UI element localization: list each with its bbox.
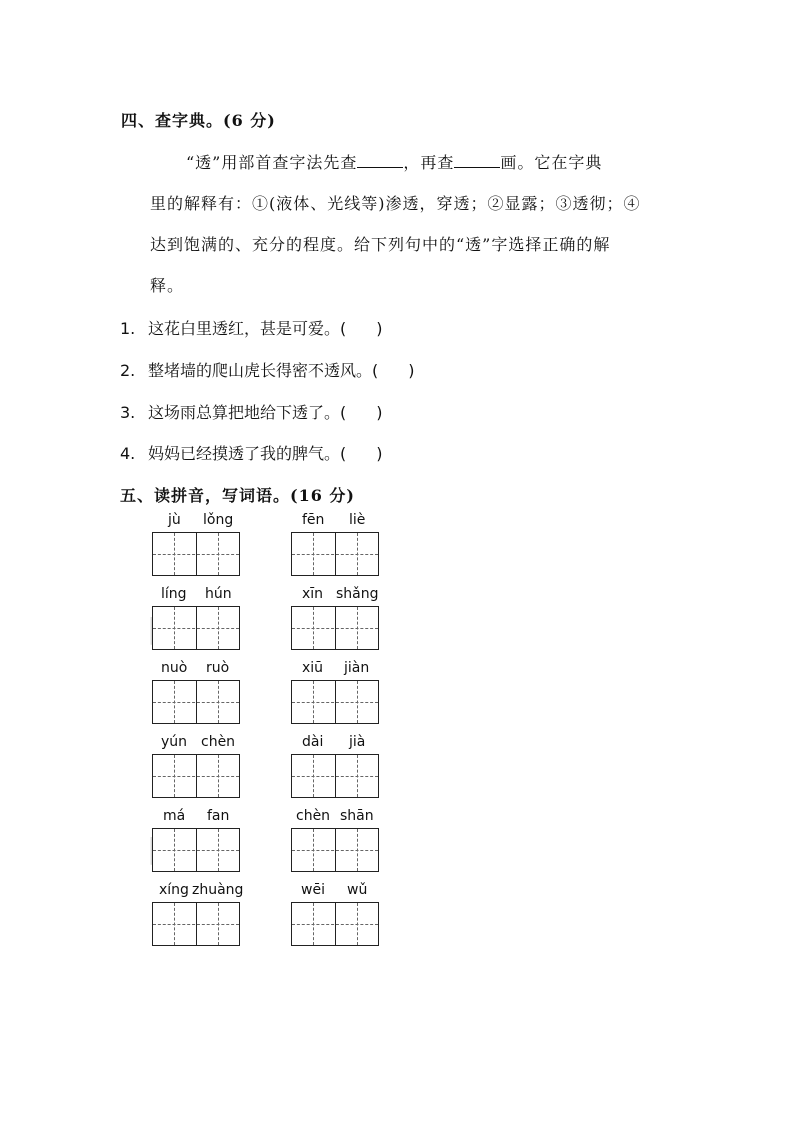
pinyin-syllable-2: shān xyxy=(340,808,374,824)
writing-grid[interactable] xyxy=(152,680,240,724)
pinyin-syllable-1: wēi xyxy=(301,882,325,898)
close-paren: ) xyxy=(376,444,383,463)
writing-grid[interactable] xyxy=(152,754,240,798)
watermark-mark: | xyxy=(147,612,157,645)
pinyin-syllable-1: má xyxy=(163,808,186,824)
pinyin-syllable-1: xíng xyxy=(159,882,189,898)
line1-part-a: “透”用部首查字法先查 xyxy=(186,153,358,172)
question-number: 2. xyxy=(120,361,136,380)
watermark-mark: | xyxy=(147,832,157,865)
close-paren: ) xyxy=(376,403,383,422)
question-number: 3. xyxy=(120,403,136,422)
question-text: 妈妈已经摸透了我的脾气。( xyxy=(148,444,347,463)
question-4 xyxy=(120,441,383,464)
question-1 xyxy=(120,316,383,339)
line1-part-b: ，再查 xyxy=(403,153,455,172)
pinyin-syllable-2: liè xyxy=(349,512,366,528)
question-number: 1. xyxy=(120,319,136,338)
question-text: 这场雨总算把地给下透了。( xyxy=(148,403,347,422)
writing-grid[interactable] xyxy=(291,606,379,650)
radical-blank[interactable] xyxy=(357,153,403,168)
question-text: 整堵墙的爬山虎长得密不透风。( xyxy=(148,361,379,380)
question-text: 这花白里透红，甚是可爱。( xyxy=(148,319,347,338)
pinyin-syllable-2: zhuàng xyxy=(192,882,244,898)
section4-title: 四、查字典。(6 分) xyxy=(121,111,276,130)
section4-line3: 达到饱满的、充分的程度。给下列句中的“透”字选择正确的解 xyxy=(150,235,611,254)
pinyin-syllable-1: fēn xyxy=(302,512,325,528)
section4-line2: 里的解释有：①(液体、光线等)渗透，穿透；②显露；③透彻；④ xyxy=(150,194,641,213)
section4-line4: 释。 xyxy=(150,276,185,295)
question-2 xyxy=(120,358,415,381)
writing-grid[interactable] xyxy=(291,532,379,576)
pinyin-syllable-2: jiàn xyxy=(344,660,370,676)
writing-grid[interactable] xyxy=(291,754,379,798)
pinyin-syllable-2: fan xyxy=(207,808,230,824)
question-3 xyxy=(120,400,383,423)
writing-grid[interactable] xyxy=(291,902,379,946)
close-paren: ) xyxy=(408,361,415,380)
pinyin-syllable-2: hún xyxy=(205,586,232,602)
writing-grid[interactable] xyxy=(152,532,240,576)
pinyin-syllable-2: shǎng xyxy=(336,586,379,602)
pinyin-syllable-1: líng xyxy=(161,586,187,602)
stroke-count-blank[interactable] xyxy=(454,153,500,168)
section5-title: 五、读拼音，写词语。(16 分) xyxy=(120,486,355,505)
question-number: 4. xyxy=(120,444,136,463)
pinyin-syllable-2: ruò xyxy=(206,660,230,676)
pinyin-syllable-2: chèn xyxy=(201,734,236,750)
pinyin-syllable-2: lǒng xyxy=(203,512,234,528)
pinyin-syllable-1: dài xyxy=(302,734,324,750)
writing-grid[interactable] xyxy=(291,828,379,872)
pinyin-syllable-1: nuò xyxy=(161,660,188,676)
section4-line1 xyxy=(186,150,602,173)
pinyin-syllable-2: jià xyxy=(349,734,366,750)
writing-grid[interactable] xyxy=(152,902,240,946)
pinyin-syllable-1: yún xyxy=(161,734,188,750)
pinyin-syllable-1: chèn xyxy=(296,808,331,824)
writing-grid[interactable] xyxy=(152,606,240,650)
pinyin-syllable-1: jù xyxy=(168,512,181,528)
line1-part-c: 画。它在字典 xyxy=(500,153,603,172)
pinyin-syllable-1: xiū xyxy=(302,660,324,676)
pinyin-syllable-2: wǔ xyxy=(347,882,368,898)
close-paren: ) xyxy=(376,319,383,338)
pinyin-syllable-1: xīn xyxy=(302,586,324,602)
writing-grid[interactable] xyxy=(152,828,240,872)
writing-grid[interactable] xyxy=(291,680,379,724)
